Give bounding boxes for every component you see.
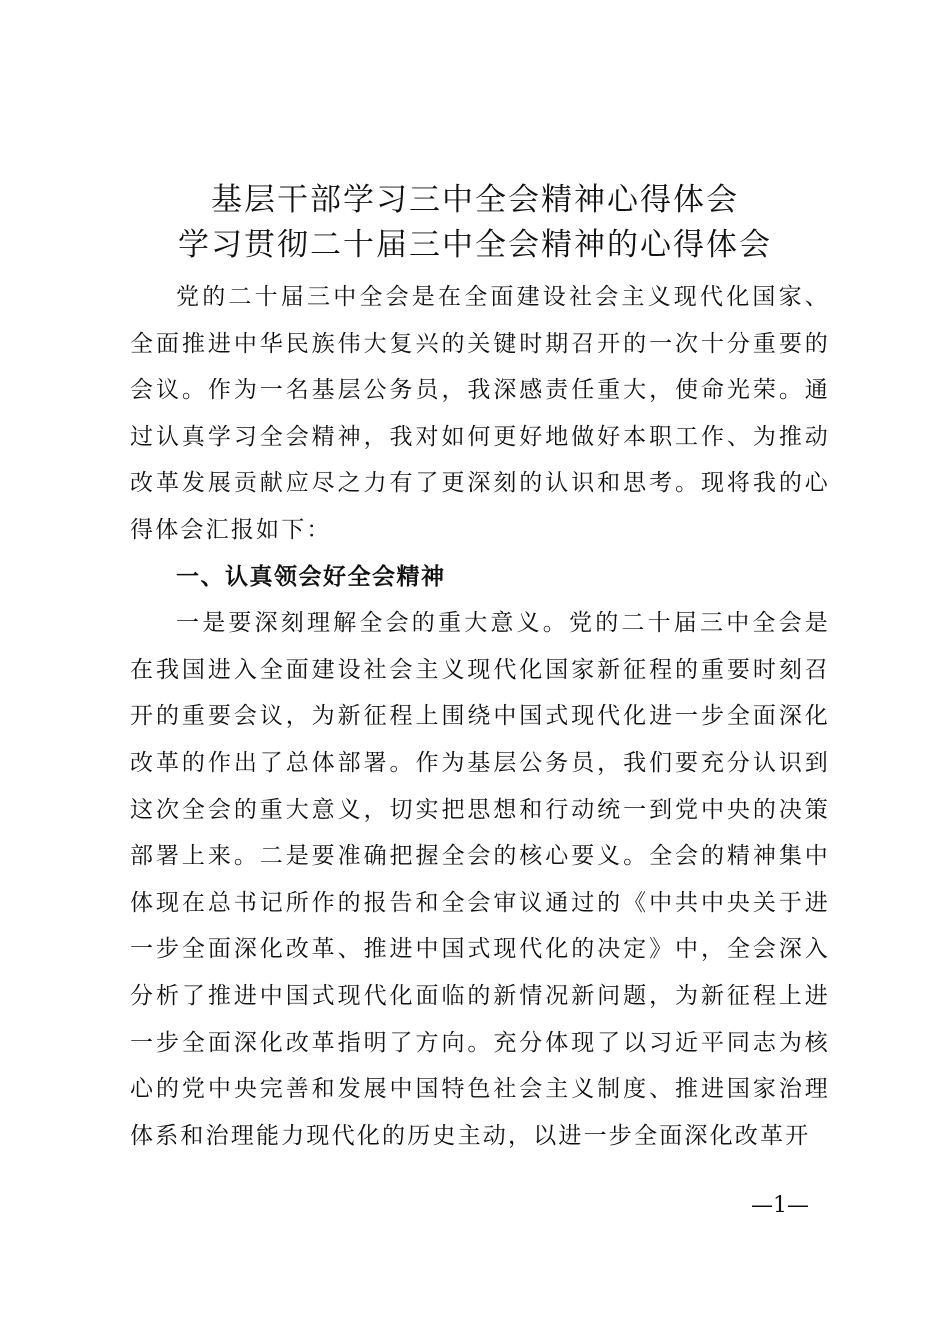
document-subtitle: 学习贯彻二十届三中全会精神的心得体会 [178, 227, 772, 263]
section-heading: 一、认真领会好全会精神 [176, 563, 446, 590]
document-body [130, 274, 830, 1159]
page-number: —1— [751, 1193, 809, 1218]
document-title: 基层干部学习三中全会精神心得体会 [211, 182, 739, 218]
intro-paragraph: 党的二十届三中全会是在全面建设社会主义现代化国家、全面推进中华民族伟大复兴的关键时期召开的一次十分重要的会议。作为一名基层公务员，我深感责任重大，使命光荣。通过认真学习全会精神，我对如何更好地做好本职工作、为推动改革发展贡献应尽之力有了更深刻的认识和思考。现将我的心得体会汇报如下： [130, 284, 830, 543]
body-paragraph: 一是要深刻理解全会的重大意义。党的二十届三中全会是在我国进入全面建设社会主义现代化国家新征程的重要时刻召开的重要会议，为新征程上围绕中国式现代化进一步全面深化改革的作出了总体部署。作为基层公务员，我们要充分认识到这次全会的重大意义，切实把思想和行动统一到党中央的决策部署上来。二是要准确把握全会的核心要义。全会的精神集中体现在总书记所作的报告和全会审议通过的《中共中央关于进一步全面深化改革、推进中国式现代化的决定》中，全会深入分析了推进中国式现代化面临的新情况新问题，为新征程上进一步全面深化改革指明了方向。充分体现了以习近平同志为核心的党中央完善和发展中国特色社会主义制度、推进国家治理体系和治理能力现代化的历史主动，以进一步全面深化改革开 [130, 610, 830, 1149]
